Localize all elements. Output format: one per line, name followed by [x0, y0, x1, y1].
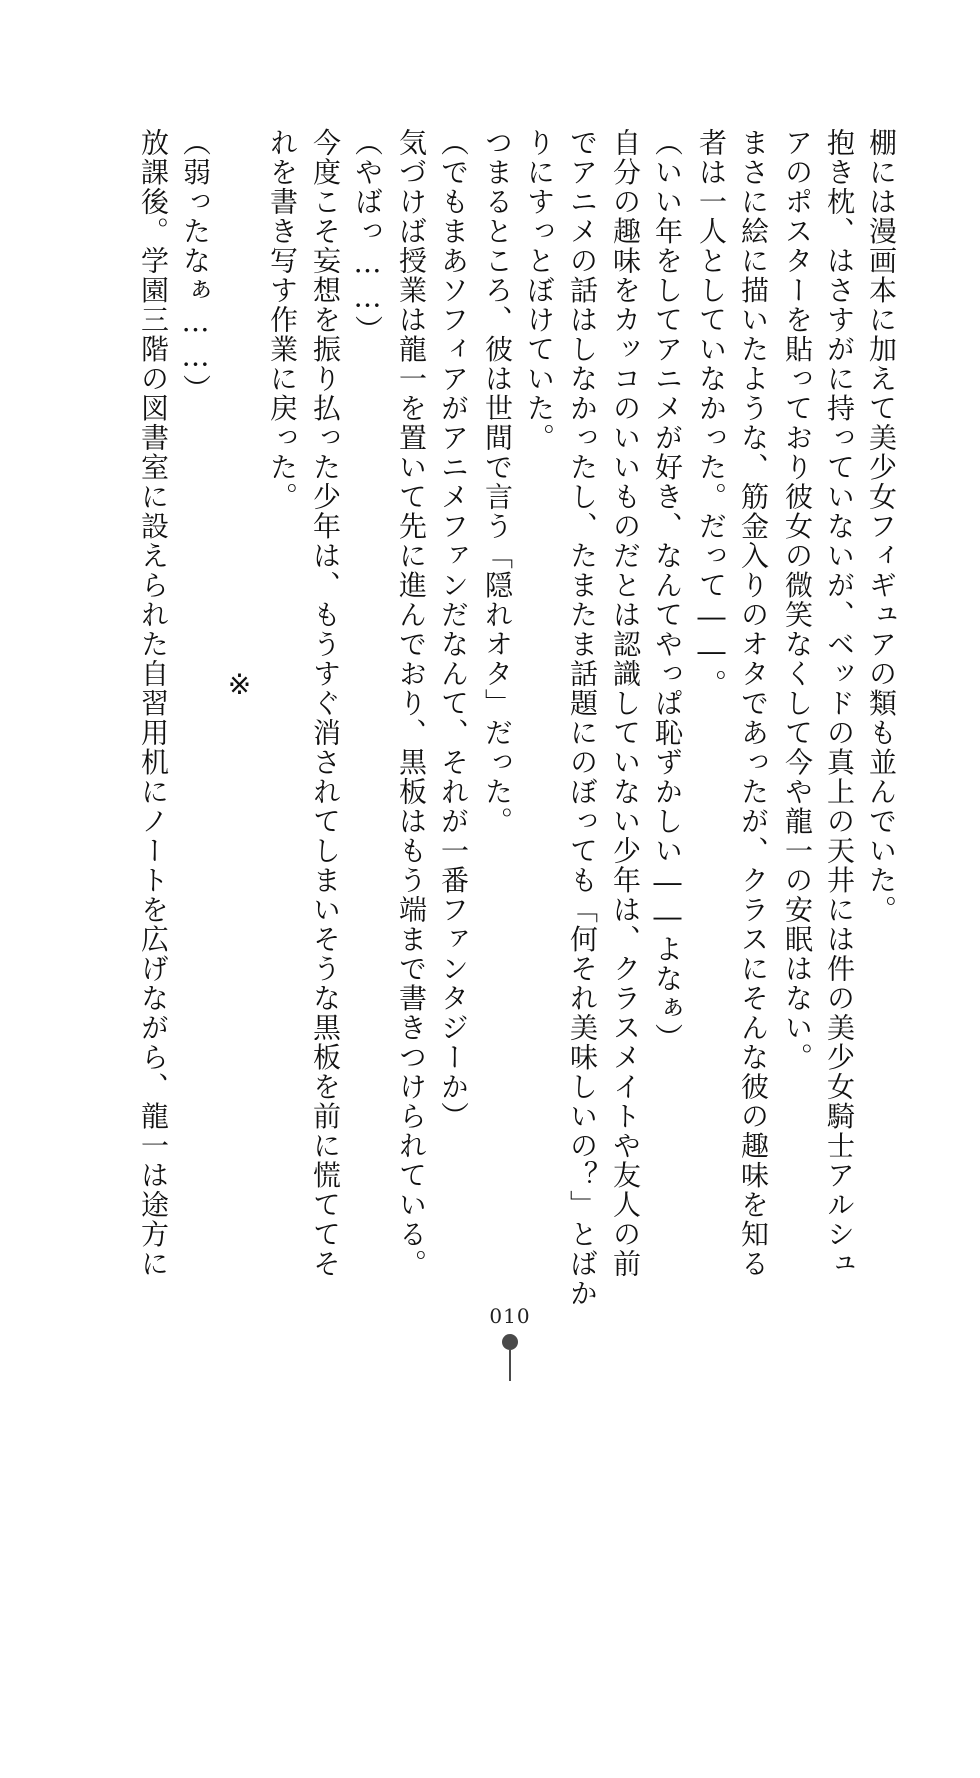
text-line-5: 者は一人としていなかった。だって――。: [695, 128, 728, 699]
text-line-11: （でもまあソフィアがアニメファンだなんて、それが一番ファンタジーか）: [437, 128, 470, 1131]
text-line-18: 放課後。学園三階の図書室に設えられた自習用机にノートを広げながら、龍一は途方に: [137, 128, 170, 1279]
text-line-12: 気づけば授業は龍一を置いて先に進んでおり、黒板はもう端まで書きつけられている。: [395, 128, 428, 1279]
text-line-17: （弱ったなぁ……）: [179, 128, 212, 404]
text-line-15: れを書き写す作業に戻った。: [266, 128, 299, 512]
text-line-9: りにすっとぼけていた。: [523, 128, 556, 453]
text-line-4: まさに絵に描いたような、筋金入りのオタであったが、クラスにそんな彼の趣味を知る: [737, 128, 770, 1279]
text-line-10: つまるところ、彼は世間で言う「隠れオタ」だった。: [481, 128, 514, 836]
text-line-3: アのポスターを貼っており彼女の微笑なくして今や龍一の安眠はない。: [781, 128, 814, 1072]
text-line-14: 今度こそ妄想を振り払った少年は、もうすぐ消されてしまいそうな黒板を前に慌ててそ: [309, 128, 342, 1279]
folio-line-ornament: [509, 1350, 511, 1381]
folio-dot-ornament: [502, 1334, 518, 1350]
page-number: 010: [489, 1304, 531, 1328]
text-line-6: （いい年をしてアニメが好き、なんてやっぱ恥ずかしい――よなぁ）: [651, 128, 684, 1053]
text-line-7: 自分の趣味をカッコのいいものだとは認識していない少年は、クラスメイトや友人の前: [609, 128, 642, 1279]
text-line-8: でアニメの話はしなかったし、たまたま話題にのぼっても「何それ美味しいの？」とばか: [566, 128, 599, 1308]
scene-break-mark: ※: [223, 668, 256, 703]
text-line-2: 抱き枕、はさすがに持っていないが、ベッドの真上の天井には件の美少女騎士アルシュ: [823, 128, 856, 1279]
text-line-13: （やばっ……）: [351, 128, 384, 345]
text-line-1: 棚には漫画本に加えて美少女フィギュアの類も並んでいた。: [865, 128, 898, 925]
